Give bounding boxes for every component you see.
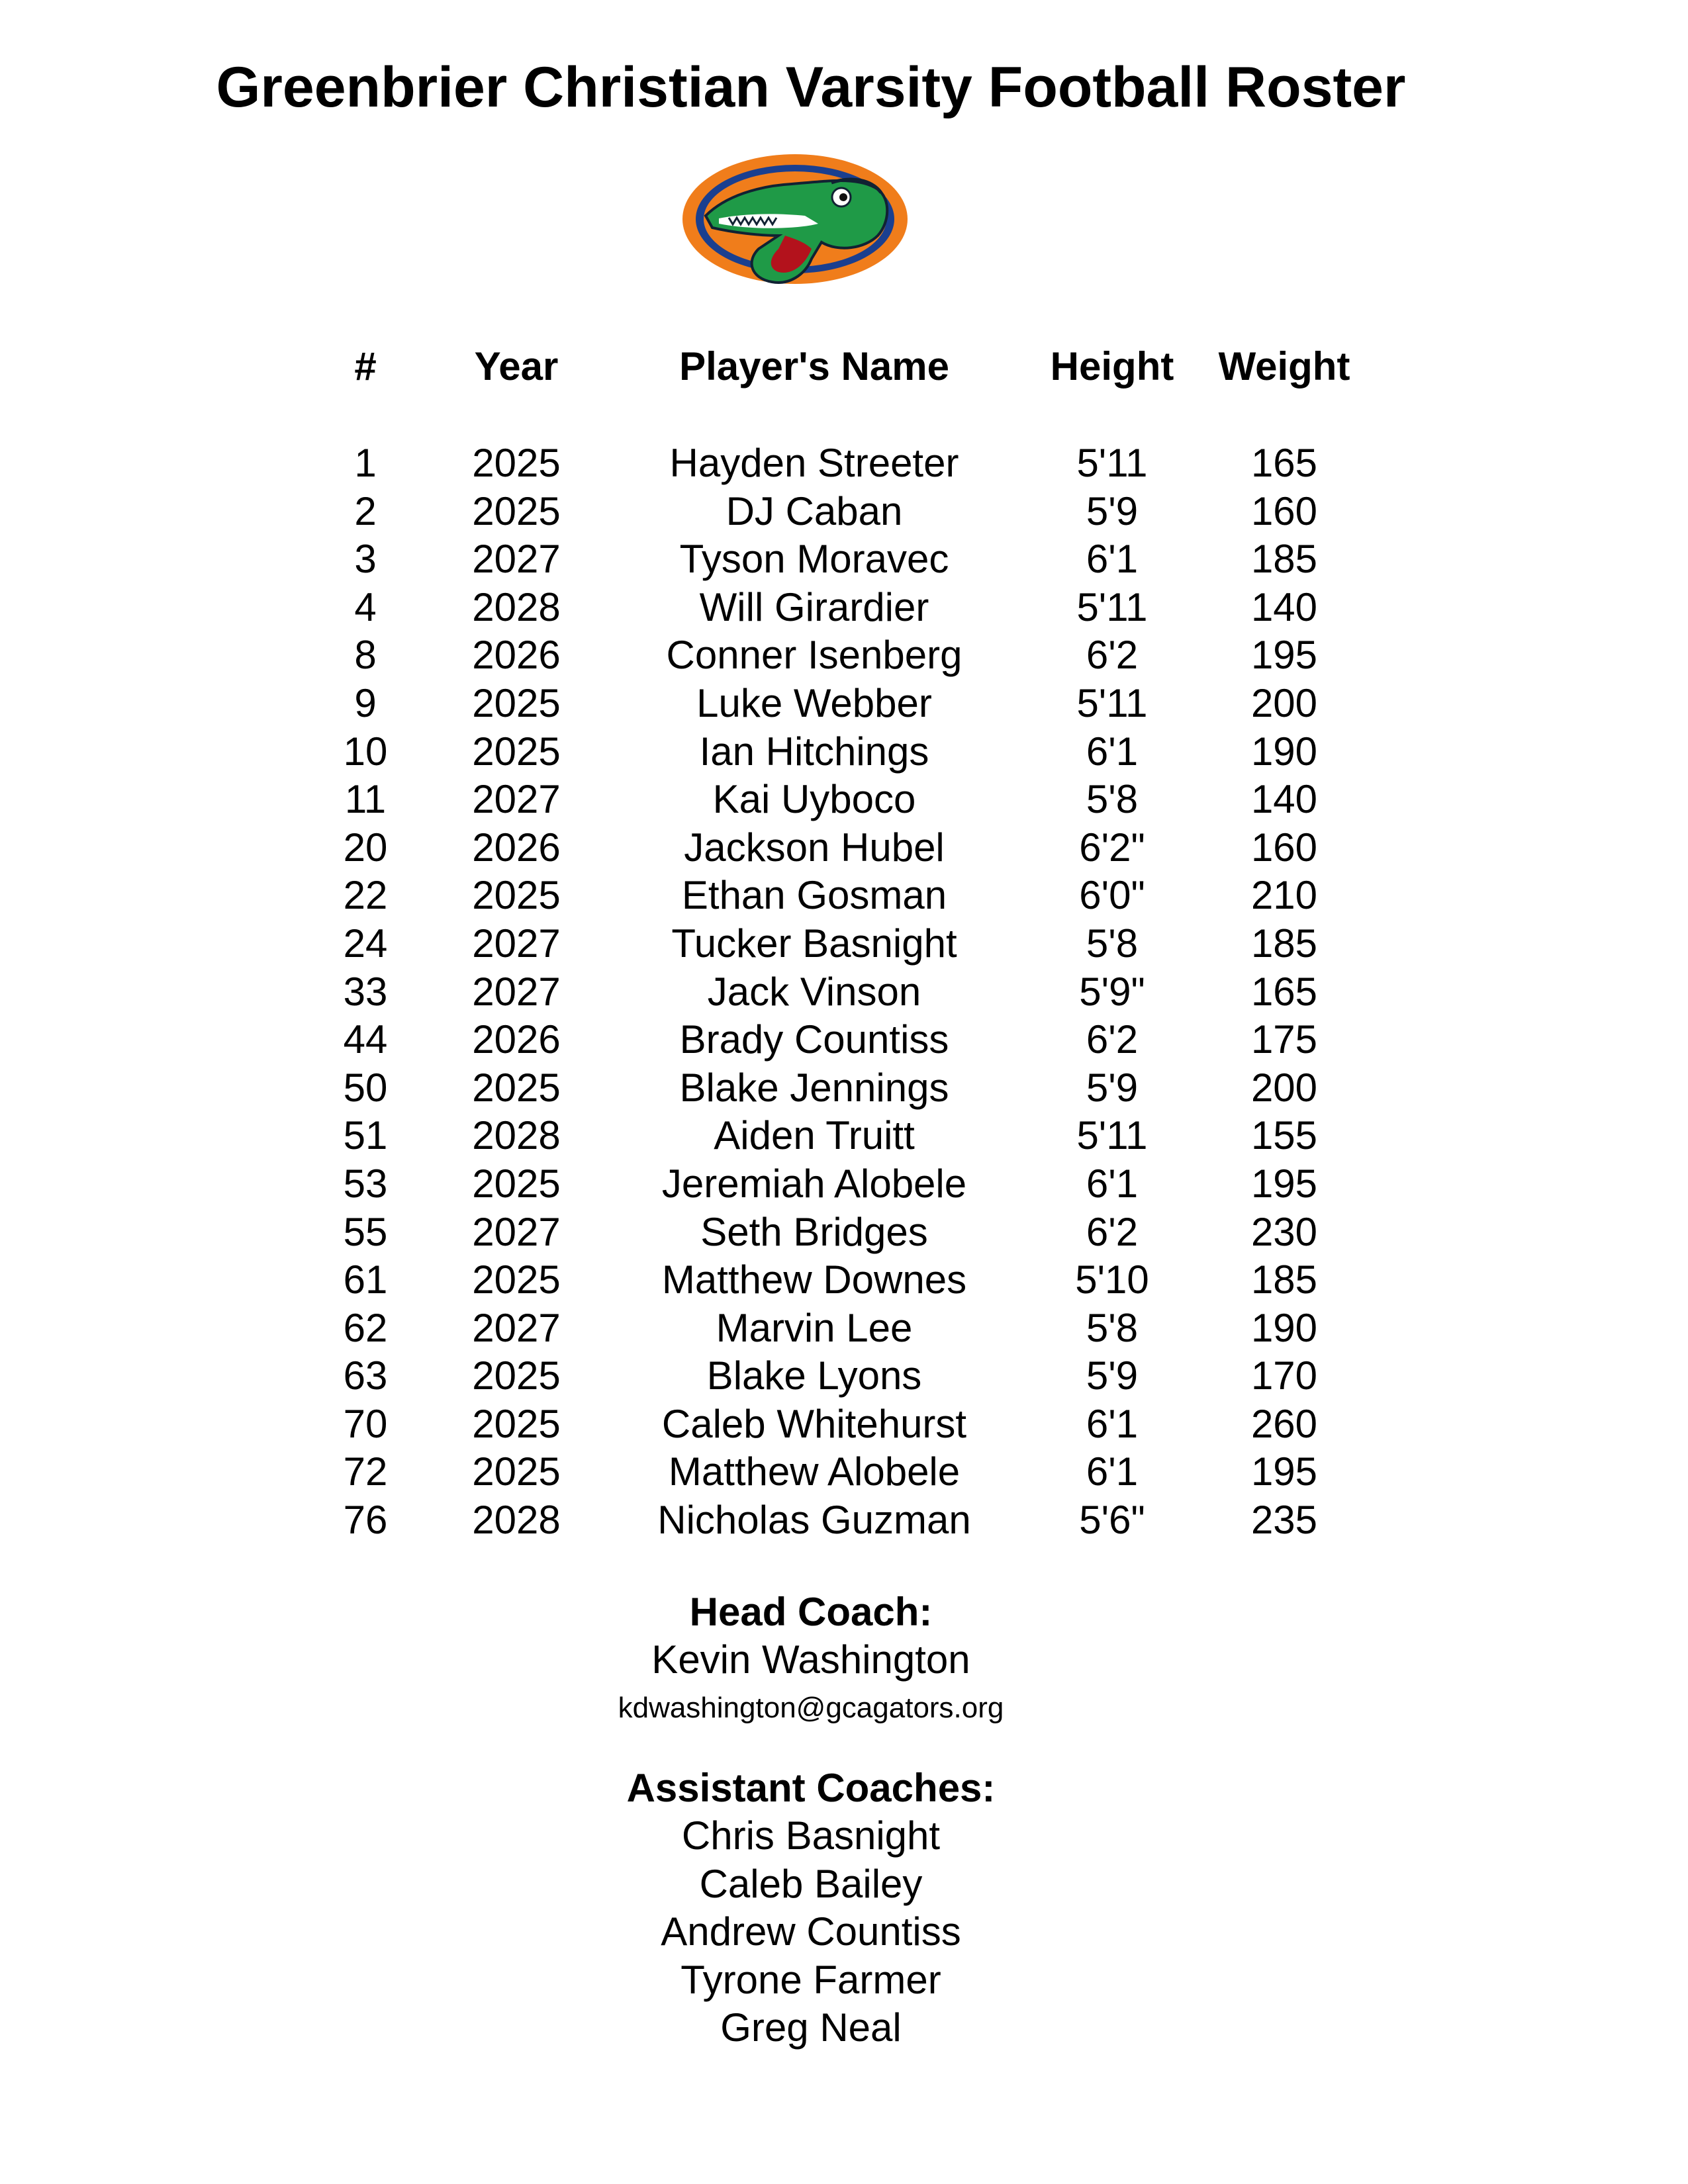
player-height: 6'2 bbox=[1086, 633, 1139, 678]
player-height: 5'11 bbox=[1076, 584, 1148, 629]
table-row bbox=[0, 776, 1688, 824]
player-height: 6'2 bbox=[1086, 1209, 1139, 1254]
player-number: 55 bbox=[343, 1209, 388, 1254]
table-row bbox=[0, 1352, 1688, 1400]
player-weight: 165 bbox=[1250, 441, 1318, 485]
player-number: 53 bbox=[343, 1161, 388, 1206]
player-number: 22 bbox=[343, 873, 388, 918]
player-number: 44 bbox=[343, 1017, 388, 1062]
player-year: 2025 bbox=[472, 1449, 561, 1494]
player-year: 2027 bbox=[472, 969, 561, 1014]
player-number: 3 bbox=[354, 537, 377, 582]
player-number: 61 bbox=[343, 1257, 388, 1302]
table-row bbox=[0, 680, 1688, 728]
player-number: 4 bbox=[354, 584, 377, 629]
assistant-coach: Greg Neal bbox=[720, 2005, 902, 2050]
player-height: 5'11 bbox=[1076, 441, 1148, 485]
player-name: Tucker Basnight bbox=[671, 921, 957, 966]
player-year: 2028 bbox=[472, 584, 561, 629]
player-height: 5'10 bbox=[1075, 1257, 1149, 1302]
header-height: Height bbox=[1050, 344, 1174, 388]
table-row bbox=[0, 824, 1688, 872]
player-weight: 175 bbox=[1250, 1017, 1318, 1062]
player-weight: 165 bbox=[1250, 969, 1318, 1014]
player-name: Jeremiah Alobele bbox=[661, 1161, 967, 1206]
player-name: Conner Isenberg bbox=[666, 633, 962, 678]
table-row bbox=[0, 1016, 1688, 1064]
table-row bbox=[0, 920, 1688, 968]
page-title: Greenbrier Christian Varsity Football Roster bbox=[216, 56, 1406, 119]
player-name: Luke Webber bbox=[696, 680, 932, 725]
assistant-coach: Tyrone Farmer bbox=[680, 1957, 941, 2002]
player-year: 2028 bbox=[472, 1498, 561, 1543]
player-year: 2025 bbox=[472, 1065, 561, 1110]
player-number: 10 bbox=[343, 729, 388, 774]
player-number: 62 bbox=[343, 1305, 388, 1350]
table-row bbox=[0, 1160, 1688, 1208]
table-row bbox=[0, 535, 1688, 584]
player-height: 5'11 bbox=[1076, 680, 1148, 725]
player-weight: 230 bbox=[1250, 1209, 1318, 1254]
player-number: 33 bbox=[343, 969, 388, 1014]
player-year: 2028 bbox=[472, 1113, 561, 1158]
gator-logo-icon bbox=[679, 150, 911, 292]
player-weight: 185 bbox=[1250, 921, 1318, 966]
table-row bbox=[0, 1112, 1688, 1160]
player-name: Matthew Downes bbox=[661, 1257, 967, 1302]
player-name: Brady Countiss bbox=[679, 1017, 949, 1062]
player-name: DJ Caban bbox=[726, 488, 903, 533]
assistant-coach: Andrew Countiss bbox=[661, 1909, 961, 1954]
table-row bbox=[0, 728, 1688, 776]
player-height: 6'2 bbox=[1086, 1017, 1139, 1062]
player-weight: 260 bbox=[1250, 1401, 1318, 1446]
player-weight: 195 bbox=[1250, 1161, 1318, 1206]
player-weight: 195 bbox=[1250, 1449, 1318, 1494]
player-number: 11 bbox=[344, 777, 387, 822]
player-year: 2025 bbox=[472, 1161, 561, 1206]
player-height: 5'8 bbox=[1086, 1305, 1139, 1350]
player-weight: 140 bbox=[1250, 777, 1318, 822]
player-number: 24 bbox=[343, 921, 388, 966]
player-weight: 235 bbox=[1250, 1498, 1318, 1543]
table-row bbox=[0, 1208, 1688, 1257]
player-name: Nicholas Guzman bbox=[657, 1498, 971, 1543]
table-row bbox=[0, 488, 1688, 536]
player-name: Jack Vinson bbox=[707, 969, 921, 1014]
table-row bbox=[0, 1256, 1688, 1304]
player-number: 9 bbox=[354, 680, 377, 725]
player-number: 1 bbox=[354, 441, 377, 485]
header-number: # bbox=[354, 344, 377, 388]
table-header bbox=[0, 343, 1688, 390]
player-weight: 190 bbox=[1250, 729, 1318, 774]
player-name: Aiden Truitt bbox=[714, 1113, 915, 1158]
player-height: 6'1 bbox=[1086, 1401, 1139, 1446]
player-name: Jackson Hubel bbox=[684, 825, 945, 870]
player-year: 2027 bbox=[472, 777, 561, 822]
table-row bbox=[0, 872, 1688, 920]
player-height: 6'1 bbox=[1086, 537, 1139, 582]
table-row bbox=[0, 1496, 1688, 1545]
table-row bbox=[0, 631, 1688, 680]
player-height: 5'11 bbox=[1076, 1113, 1148, 1158]
player-height: 6'1 bbox=[1086, 729, 1139, 774]
header-weight: Weight bbox=[1218, 344, 1350, 388]
player-name: Blake Lyons bbox=[706, 1353, 922, 1398]
player-weight: 170 bbox=[1250, 1353, 1318, 1398]
player-name: Ian Hitchings bbox=[699, 729, 929, 774]
player-height: 5'9 bbox=[1086, 488, 1139, 533]
header-player-name: Player's Name bbox=[679, 344, 949, 388]
player-height: 6'0" bbox=[1079, 873, 1145, 918]
head-coach-name: Kevin Washington bbox=[651, 1637, 970, 1682]
player-number: 72 bbox=[343, 1449, 388, 1494]
player-year: 2025 bbox=[472, 1353, 561, 1398]
table-row bbox=[0, 1064, 1688, 1113]
player-number: 50 bbox=[343, 1065, 388, 1110]
assistant-coaches-section bbox=[0, 1764, 1622, 2052]
table-row bbox=[0, 1448, 1688, 1496]
player-height: 5'9" bbox=[1079, 969, 1145, 1014]
player-height: 5'8 bbox=[1086, 921, 1139, 966]
player-number: 63 bbox=[343, 1353, 388, 1398]
player-weight: 160 bbox=[1250, 825, 1318, 870]
player-number: 20 bbox=[343, 825, 388, 870]
player-height: 5'8 bbox=[1086, 777, 1139, 822]
player-name: Ethan Gosman bbox=[681, 873, 947, 918]
player-year: 2025 bbox=[472, 488, 561, 533]
table-row bbox=[0, 1400, 1688, 1449]
player-number: 2 bbox=[354, 488, 377, 533]
player-year: 2025 bbox=[472, 441, 561, 485]
player-name: Seth Bridges bbox=[700, 1209, 928, 1254]
player-number: 8 bbox=[354, 633, 377, 678]
player-weight: 155 bbox=[1250, 1113, 1318, 1158]
player-year: 2025 bbox=[472, 1257, 561, 1302]
player-name: Blake Jennings bbox=[679, 1065, 949, 1110]
player-weight: 195 bbox=[1250, 633, 1318, 678]
header-year: Year bbox=[474, 344, 559, 388]
head-coach-email: kdwashington@gcagators.org bbox=[618, 1691, 1004, 1724]
assistant-coach: Chris Basnight bbox=[681, 1813, 941, 1858]
player-name: Hayden Streeter bbox=[669, 441, 959, 485]
head-coach-label: Head Coach: bbox=[689, 1590, 933, 1634]
player-year: 2026 bbox=[472, 825, 561, 870]
player-height: 6'1 bbox=[1086, 1161, 1139, 1206]
player-weight: 185 bbox=[1250, 1257, 1318, 1302]
player-number: 51 bbox=[343, 1113, 388, 1158]
player-name: Marvin Lee bbox=[716, 1305, 913, 1350]
player-height: 5'6" bbox=[1079, 1498, 1145, 1543]
table-row bbox=[0, 584, 1688, 632]
roster-table bbox=[0, 439, 1688, 1545]
table-row bbox=[0, 968, 1688, 1017]
player-number: 76 bbox=[343, 1498, 388, 1543]
player-year: 2027 bbox=[472, 537, 561, 582]
player-weight: 210 bbox=[1250, 873, 1318, 918]
player-height: 6'2" bbox=[1079, 825, 1145, 870]
player-year: 2026 bbox=[472, 1017, 561, 1062]
player-year: 2025 bbox=[472, 873, 561, 918]
table-row bbox=[0, 1304, 1688, 1353]
player-name: Matthew Alobele bbox=[668, 1449, 961, 1494]
assistant-coach: Caleb Bailey bbox=[699, 1861, 923, 1906]
player-name: Tyson Moravec bbox=[679, 537, 949, 582]
player-name: Will Girardier bbox=[699, 584, 929, 629]
player-weight: 200 bbox=[1250, 1065, 1318, 1110]
player-year: 2025 bbox=[472, 1401, 561, 1446]
player-year: 2027 bbox=[472, 921, 561, 966]
player-year: 2027 bbox=[472, 1209, 561, 1254]
player-year: 2026 bbox=[472, 633, 561, 678]
player-height: 5'9 bbox=[1086, 1353, 1139, 1398]
player-weight: 185 bbox=[1250, 537, 1318, 582]
table-row bbox=[0, 439, 1688, 488]
player-number: 70 bbox=[343, 1401, 388, 1446]
player-year: 2025 bbox=[472, 729, 561, 774]
player-name: Kai Uyboco bbox=[712, 777, 916, 822]
player-weight: 160 bbox=[1250, 488, 1318, 533]
assistant-coaches-label: Assistant Coaches: bbox=[626, 1766, 996, 1810]
player-weight: 190 bbox=[1250, 1305, 1318, 1350]
player-name: Caleb Whitehurst bbox=[661, 1401, 967, 1446]
head-coach-section bbox=[0, 1588, 1622, 1732]
player-height: 6'1 bbox=[1086, 1449, 1139, 1494]
player-year: 2025 bbox=[472, 680, 561, 725]
player-weight: 140 bbox=[1250, 584, 1318, 629]
player-height: 5'9 bbox=[1086, 1065, 1139, 1110]
player-weight: 200 bbox=[1250, 680, 1318, 725]
player-year: 2027 bbox=[472, 1305, 561, 1350]
